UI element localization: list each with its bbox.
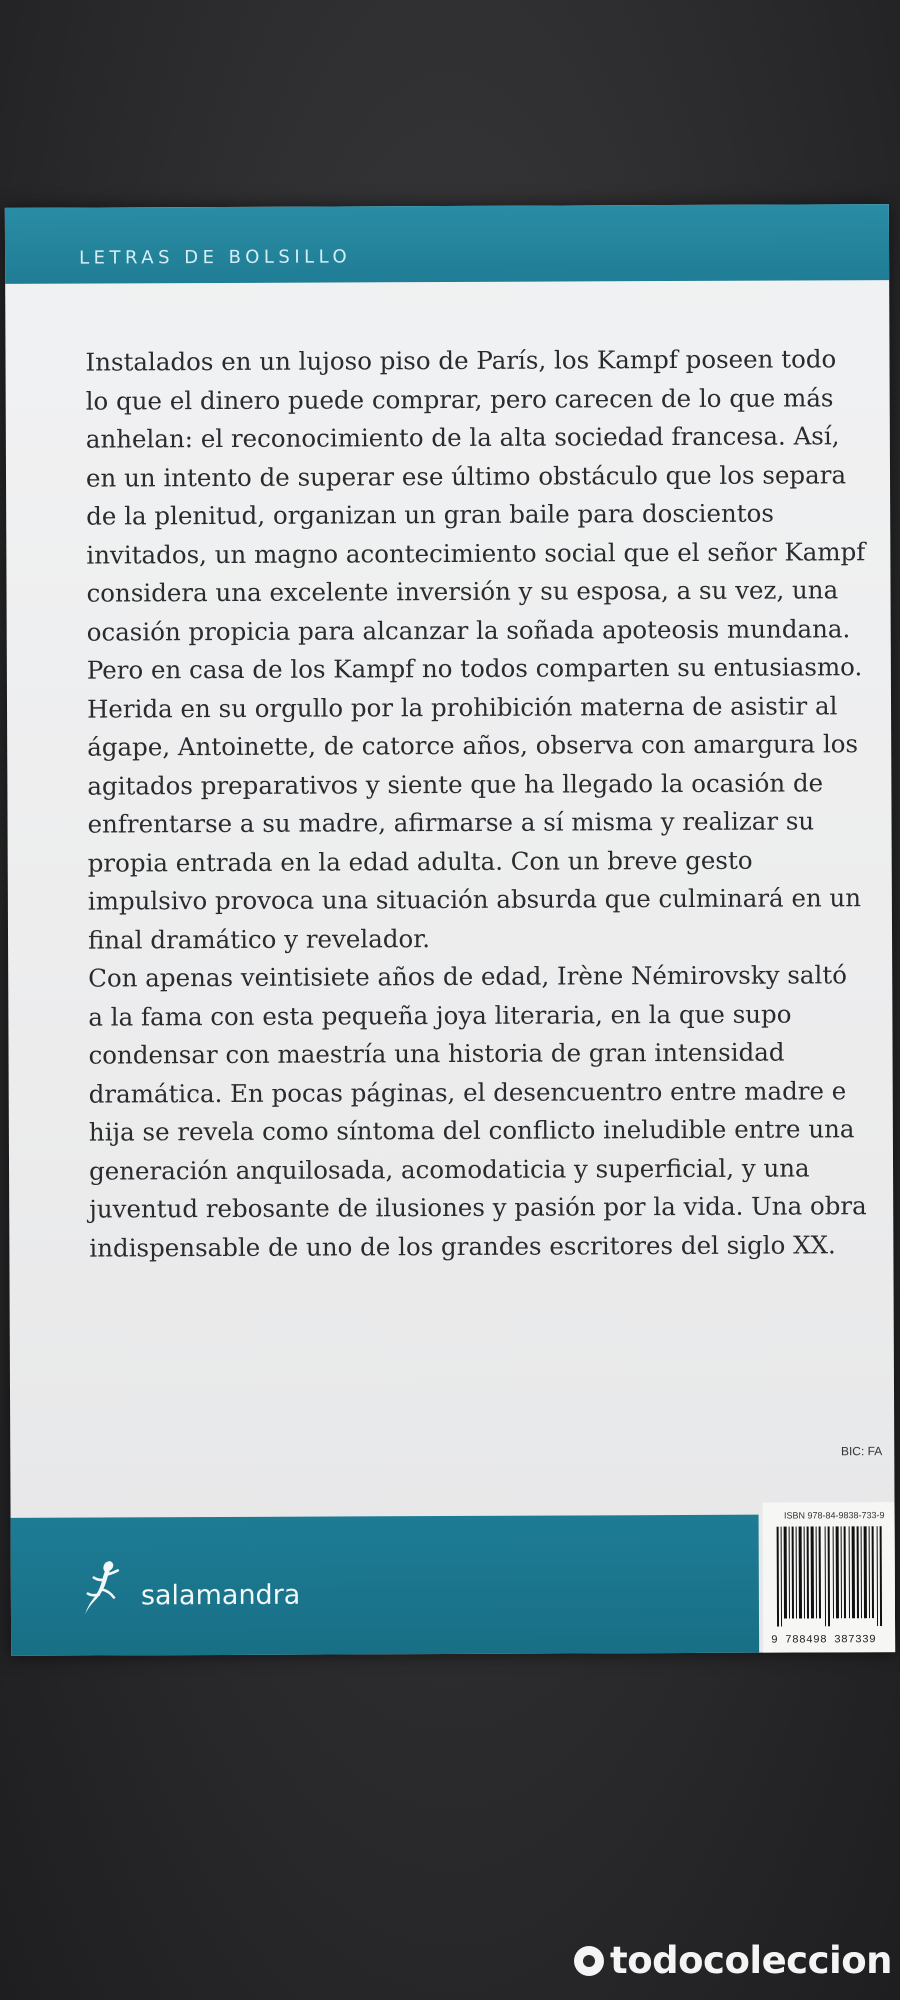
series-label: LETRAS DE BOLSILLO (79, 246, 352, 269)
barcode-panel (763, 1502, 896, 1653)
blurb-paragraph-3: Con apenas veintisiete años de edad, Irène Némirovsky saltó a la fama con esta pequeña joya literaria, en la que supo condensar con maestría una historia de gran intensidad dramática. En pocas páginas, el desencuentro entre madre e hija se revela como síntoma del conflicto ineludible entre una generación anquilosada, acomodaticia y superficial, y una juventud rebosante de ilusiones y pasión por la vida. Una obra indispensable de uno de los grandes escritores del siglo XX. (88, 960, 867, 1263)
blurb-paragraph-1: Instalados en un lujoso piso de París, los Kampf poseen todo lo que el dinero puede comprar, pero carecen de lo que más anhelan: el reconocimiento de la alta sociedad francesa. Así, en un intento de superar ese último obstáculo que los separa de la plenitud, organizan un gran baile para doscientos invitados, un magno acontecimiento social que el señor Kampf considera una excelente inversión y su esposa, a su vez, una ocasión propicia para alcanzar la soñada apoteosis mundana. (85, 344, 866, 647)
book-back-cover (5, 204, 895, 1656)
salamander-icon (81, 1557, 135, 1619)
publisher-name: salamandra (140, 1579, 301, 1611)
blurb-text (85, 340, 869, 1267)
top-color-band (5, 204, 889, 284)
blurb-paragraph-2: Pero en casa de los Kampf no todos comparten su entusiasmo. Herida en su orgullo por la prohibición materna de asistir al ágape, Antoinette, de catorce años, observa con amargura los agitados preparativos y siente que ha llegado la ocasión de enfrentarse a su madre, afirmarse a sí misma y realizar su propia entrada en la edad adulta. Con un breve gesto impulsivo provoca una situación absurda que culminará en un final dramático y revelador. (86, 652, 863, 955)
barcode-digits: 9 788498 387339 (771, 1634, 877, 1647)
barcode-graphic (775, 1526, 885, 1626)
bottom-color-band (11, 1515, 760, 1656)
watermark-logo-icon (574, 1946, 604, 1976)
watermark (574, 1939, 892, 1982)
bic-code: BIC: FA (840, 1444, 883, 1459)
watermark-text: todocoleccion (610, 1939, 892, 1982)
isbn-text: ISBN 978-84-9838-733-9 (783, 1510, 885, 1521)
publisher-logo (81, 1557, 301, 1620)
